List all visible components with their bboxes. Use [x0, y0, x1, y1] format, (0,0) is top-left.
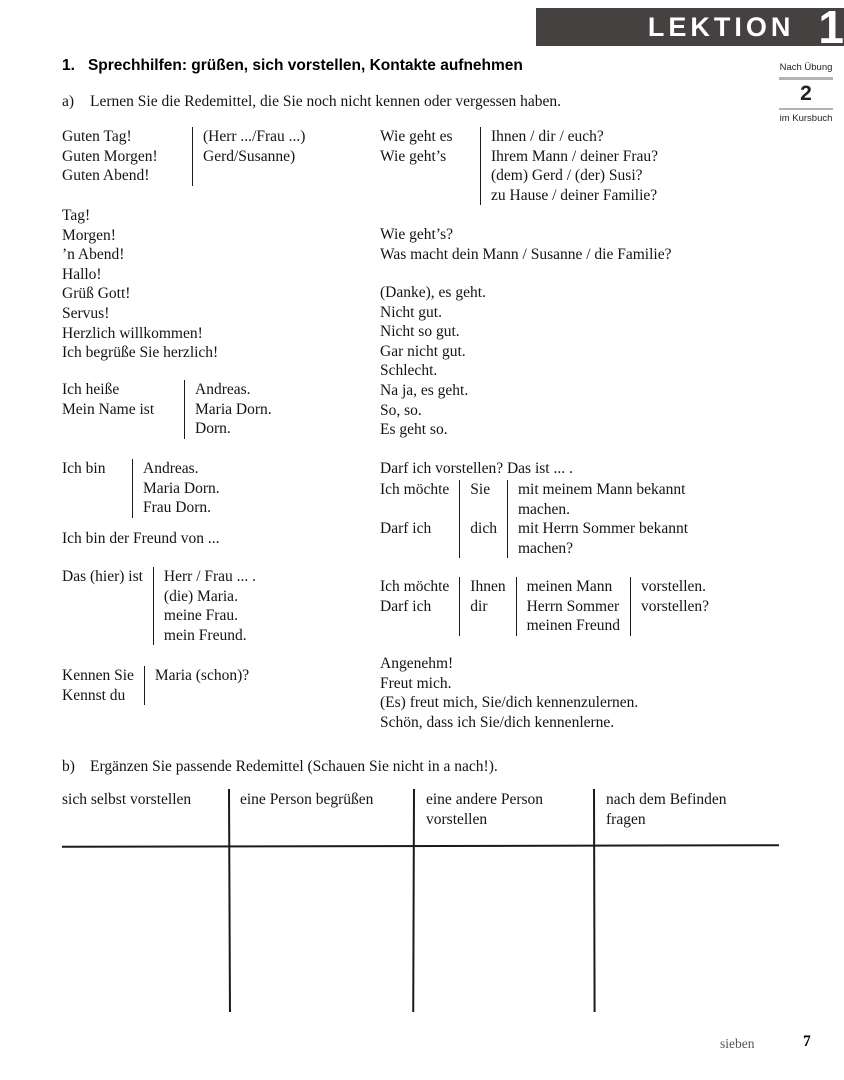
- phrase-line: So, so.: [380, 401, 422, 419]
- phrase-line: Sie: [470, 481, 491, 498]
- margin-note-exercise-number: 2: [800, 81, 812, 105]
- phrase-line: mit Herrn Sommer bekannt: [517, 520, 689, 538]
- phrase-line: Herzlich willkommen!: [62, 324, 203, 342]
- phrase-line: Ihnen: [470, 578, 506, 595]
- phrase-column: [62, 127, 192, 186]
- phrase-line: meinen Mann: [526, 578, 613, 595]
- phrase-line: Ich begrüße Sie herzlich!: [62, 344, 219, 362]
- phrase-line: dir: [470, 597, 488, 615]
- phrase-line: Herrn Sommer: [526, 597, 620, 615]
- phrase-line: Wie geht’s: [380, 147, 447, 165]
- phrase-line: Grüß Gott!: [62, 285, 131, 303]
- phrase-line: Maria Dorn.: [143, 479, 220, 497]
- phrase-group-greetings-formal: [62, 127, 315, 186]
- phrase-line: Ich bin: [62, 460, 106, 477]
- phrase-column: [144, 666, 259, 705]
- phrase-line: vorstellen.: [641, 578, 707, 595]
- phrase-line: Dorn.: [195, 420, 231, 438]
- phrase-line: Maria (schon)?: [154, 667, 250, 684]
- phrase-line: dich: [470, 520, 497, 538]
- phrase-column: [62, 206, 228, 363]
- phrase-group-how-are-you-casual: [380, 225, 681, 264]
- part-a-instruction-text: Lernen Sie die Redemittel, die Sie noch nicht kennen oder vergessen haben.: [90, 93, 562, 110]
- table-header-andere-person: eine andere Person vorstellen: [426, 791, 544, 828]
- phrase-group-name-introduction: [62, 380, 282, 439]
- phrase-line: Tag!: [62, 207, 91, 224]
- table-header-sich-vorstellen: sich selbst vorstellen: [62, 791, 192, 808]
- phrase-line: Ihrem Mann / deiner Frau?: [491, 147, 658, 165]
- phrase-line: machen.: [517, 500, 571, 518]
- table-divider-vertical-3: [593, 789, 595, 1012]
- phrase-line: Guten Abend!: [62, 167, 150, 185]
- phrase-column: [62, 380, 184, 439]
- phrase-line: (Herr .../Frau ...): [203, 128, 306, 145]
- lektion-badge: [536, 1, 844, 53]
- phrase-group-ich-bin: [62, 459, 230, 518]
- phrase-group-wellbeing-answers: [380, 283, 496, 440]
- phrase-column: [459, 577, 515, 636]
- phrase-line: Ich möchte: [380, 578, 450, 595]
- phrase-line: Es geht so.: [380, 421, 448, 439]
- phrase-line: meine Frau.: [163, 607, 238, 625]
- margin-note-rule-bottom: [779, 108, 833, 111]
- phrase-line: Wie geht’s?: [380, 226, 453, 243]
- phrase-line: Gar nicht gut.: [380, 342, 466, 360]
- phrase-column: [132, 459, 230, 518]
- phrase-line: mein Freund.: [163, 626, 247, 644]
- phrase-line: Nicht so gut.: [380, 323, 460, 341]
- table-divider-horizontal: [62, 844, 779, 847]
- phrase-line: vorstellen?: [641, 597, 710, 615]
- phrase-line: meinen Freund: [526, 617, 621, 635]
- line-darf-ich-vorstellen: Darf ich vorstellen? Das ist ... .: [380, 460, 573, 477]
- lektion-number: 1: [818, 1, 844, 53]
- phrase-line: (die) Maria.: [163, 587, 238, 605]
- phrase-line: Schön, dass ich Sie/dich kennenlerne.: [380, 713, 615, 731]
- phrase-line: Ich heiße: [62, 381, 120, 398]
- part-a-instruction: [62, 92, 561, 112]
- phrase-column: [507, 480, 698, 558]
- phrase-line: Wie geht es: [380, 128, 453, 145]
- phrase-line: Ich möchte: [380, 481, 450, 498]
- table-divider-vertical-2: [412, 789, 414, 1012]
- part-b-label: b): [62, 758, 75, 775]
- phrase-column: [62, 567, 153, 645]
- phrase-line: Na ja, es geht.: [380, 381, 469, 399]
- margin-note-rule-top: [779, 77, 833, 80]
- section-number: 1.: [62, 57, 75, 74]
- phrase-group-das-hier-ist: [62, 567, 266, 645]
- margin-note-bottom: im Kursbuch: [779, 113, 833, 124]
- phrase-line: (dem) Gerd / (der) Susi?: [491, 167, 643, 185]
- phrase-line: Hallo!: [62, 265, 102, 283]
- part-b-instruction-text: Ergänzen Sie passende Redemittel (Schauen Sie nicht in a nach!).: [90, 758, 498, 775]
- phrase-column: [153, 567, 266, 645]
- phrase-line: Nicht gut.: [380, 303, 442, 321]
- lektion-label: LEKTION: [647, 12, 795, 42]
- phrase-line: Servus!: [62, 304, 110, 322]
- phrase-column: [380, 225, 681, 264]
- phrase-line: Schlecht.: [380, 362, 438, 380]
- phrase-line: Mein Name ist: [62, 400, 155, 418]
- phrase-group-bekannt-machen: [380, 480, 698, 558]
- phrase-line: Frau Dorn.: [143, 499, 212, 517]
- phrase-line: zu Hause / deiner Familie?: [491, 186, 658, 204]
- margin-note: [779, 62, 833, 125]
- phrase-line: Kennst du: [62, 686, 126, 704]
- section-title-text: Sprechhilfen: grüßen, sich vorstellen, Kontakte aufnehmen: [87, 57, 523, 74]
- phrase-line: [470, 500, 497, 520]
- section-title: [62, 57, 523, 75]
- phrase-column: [380, 480, 459, 558]
- phrase-line: Maria Dorn.: [195, 400, 272, 418]
- phrase-column: [380, 127, 480, 205]
- part-b-instruction: [62, 757, 498, 777]
- phrase-group-how-are-you: [380, 127, 668, 205]
- phrase-line: Das (hier) ist: [62, 568, 143, 585]
- phrase-column: [459, 480, 507, 558]
- phrase-column: [62, 459, 132, 518]
- phrase-line: Herr / Frau ... .: [163, 568, 257, 585]
- phrase-column: [630, 577, 719, 636]
- phrase-column: [192, 127, 315, 186]
- phrase-group-kennen-sie: [62, 666, 259, 705]
- phrase-line: Guten Morgen!: [62, 147, 158, 165]
- phrase-column: [62, 666, 144, 705]
- table-header-befinden: nach dem Befinden fragen: [606, 791, 727, 828]
- footer-page-word: sieben: [720, 1036, 755, 1051]
- phrase-line: Darf ich: [380, 597, 432, 615]
- phrase-line: ’n Abend!: [62, 246, 125, 264]
- phrase-column: [480, 127, 668, 205]
- phrase-line: machen?: [517, 539, 574, 557]
- phrase-line: Morgen!: [62, 226, 116, 244]
- phrase-line: Was macht dein Mann / Susanne / die Familie?: [380, 245, 672, 263]
- phrase-line: (Es) freut mich, Sie/dich kennenzulernen.: [380, 694, 639, 712]
- margin-note-top: Nach Übung: [779, 62, 833, 73]
- phrase-line: Angenehm!: [380, 655, 454, 672]
- phrase-group-vorstellen: [380, 577, 719, 636]
- phrase-line: Andreas.: [143, 460, 199, 477]
- phrase-column: [184, 380, 282, 439]
- phrase-line: mit meinem Mann bekannt: [517, 481, 686, 498]
- phrase-column: [380, 654, 648, 732]
- phrase-line: (Danke), es geht.: [380, 284, 486, 301]
- phrase-line: [380, 500, 449, 520]
- phrase-line: Freut mich.: [380, 674, 452, 692]
- phrase-line: Kennen Sie: [62, 667, 134, 684]
- phrase-line: Andreas.: [195, 381, 251, 398]
- part-a-label: a): [62, 93, 75, 110]
- phrase-group-greetings-informal: [62, 206, 228, 363]
- phrase-column: [380, 283, 496, 440]
- table-divider-vertical-1: [228, 789, 231, 1012]
- phrase-line: Darf ich: [380, 520, 432, 538]
- phrase-line: Guten Tag!: [62, 128, 132, 145]
- phrase-column: [380, 577, 459, 636]
- phrase-group-freut-mich: [380, 654, 648, 732]
- phrase-line: Gerd/Susanne): [203, 147, 296, 165]
- line-ich-bin-der-freund: Ich bin der Freund von ...: [62, 530, 220, 547]
- footer-page-number: 7: [803, 1033, 811, 1050]
- phrase-column: [516, 577, 630, 636]
- phrase-line: Ihnen / dir / euch?: [491, 128, 604, 145]
- table-header-begruessen: eine Person begrüßen: [240, 791, 374, 808]
